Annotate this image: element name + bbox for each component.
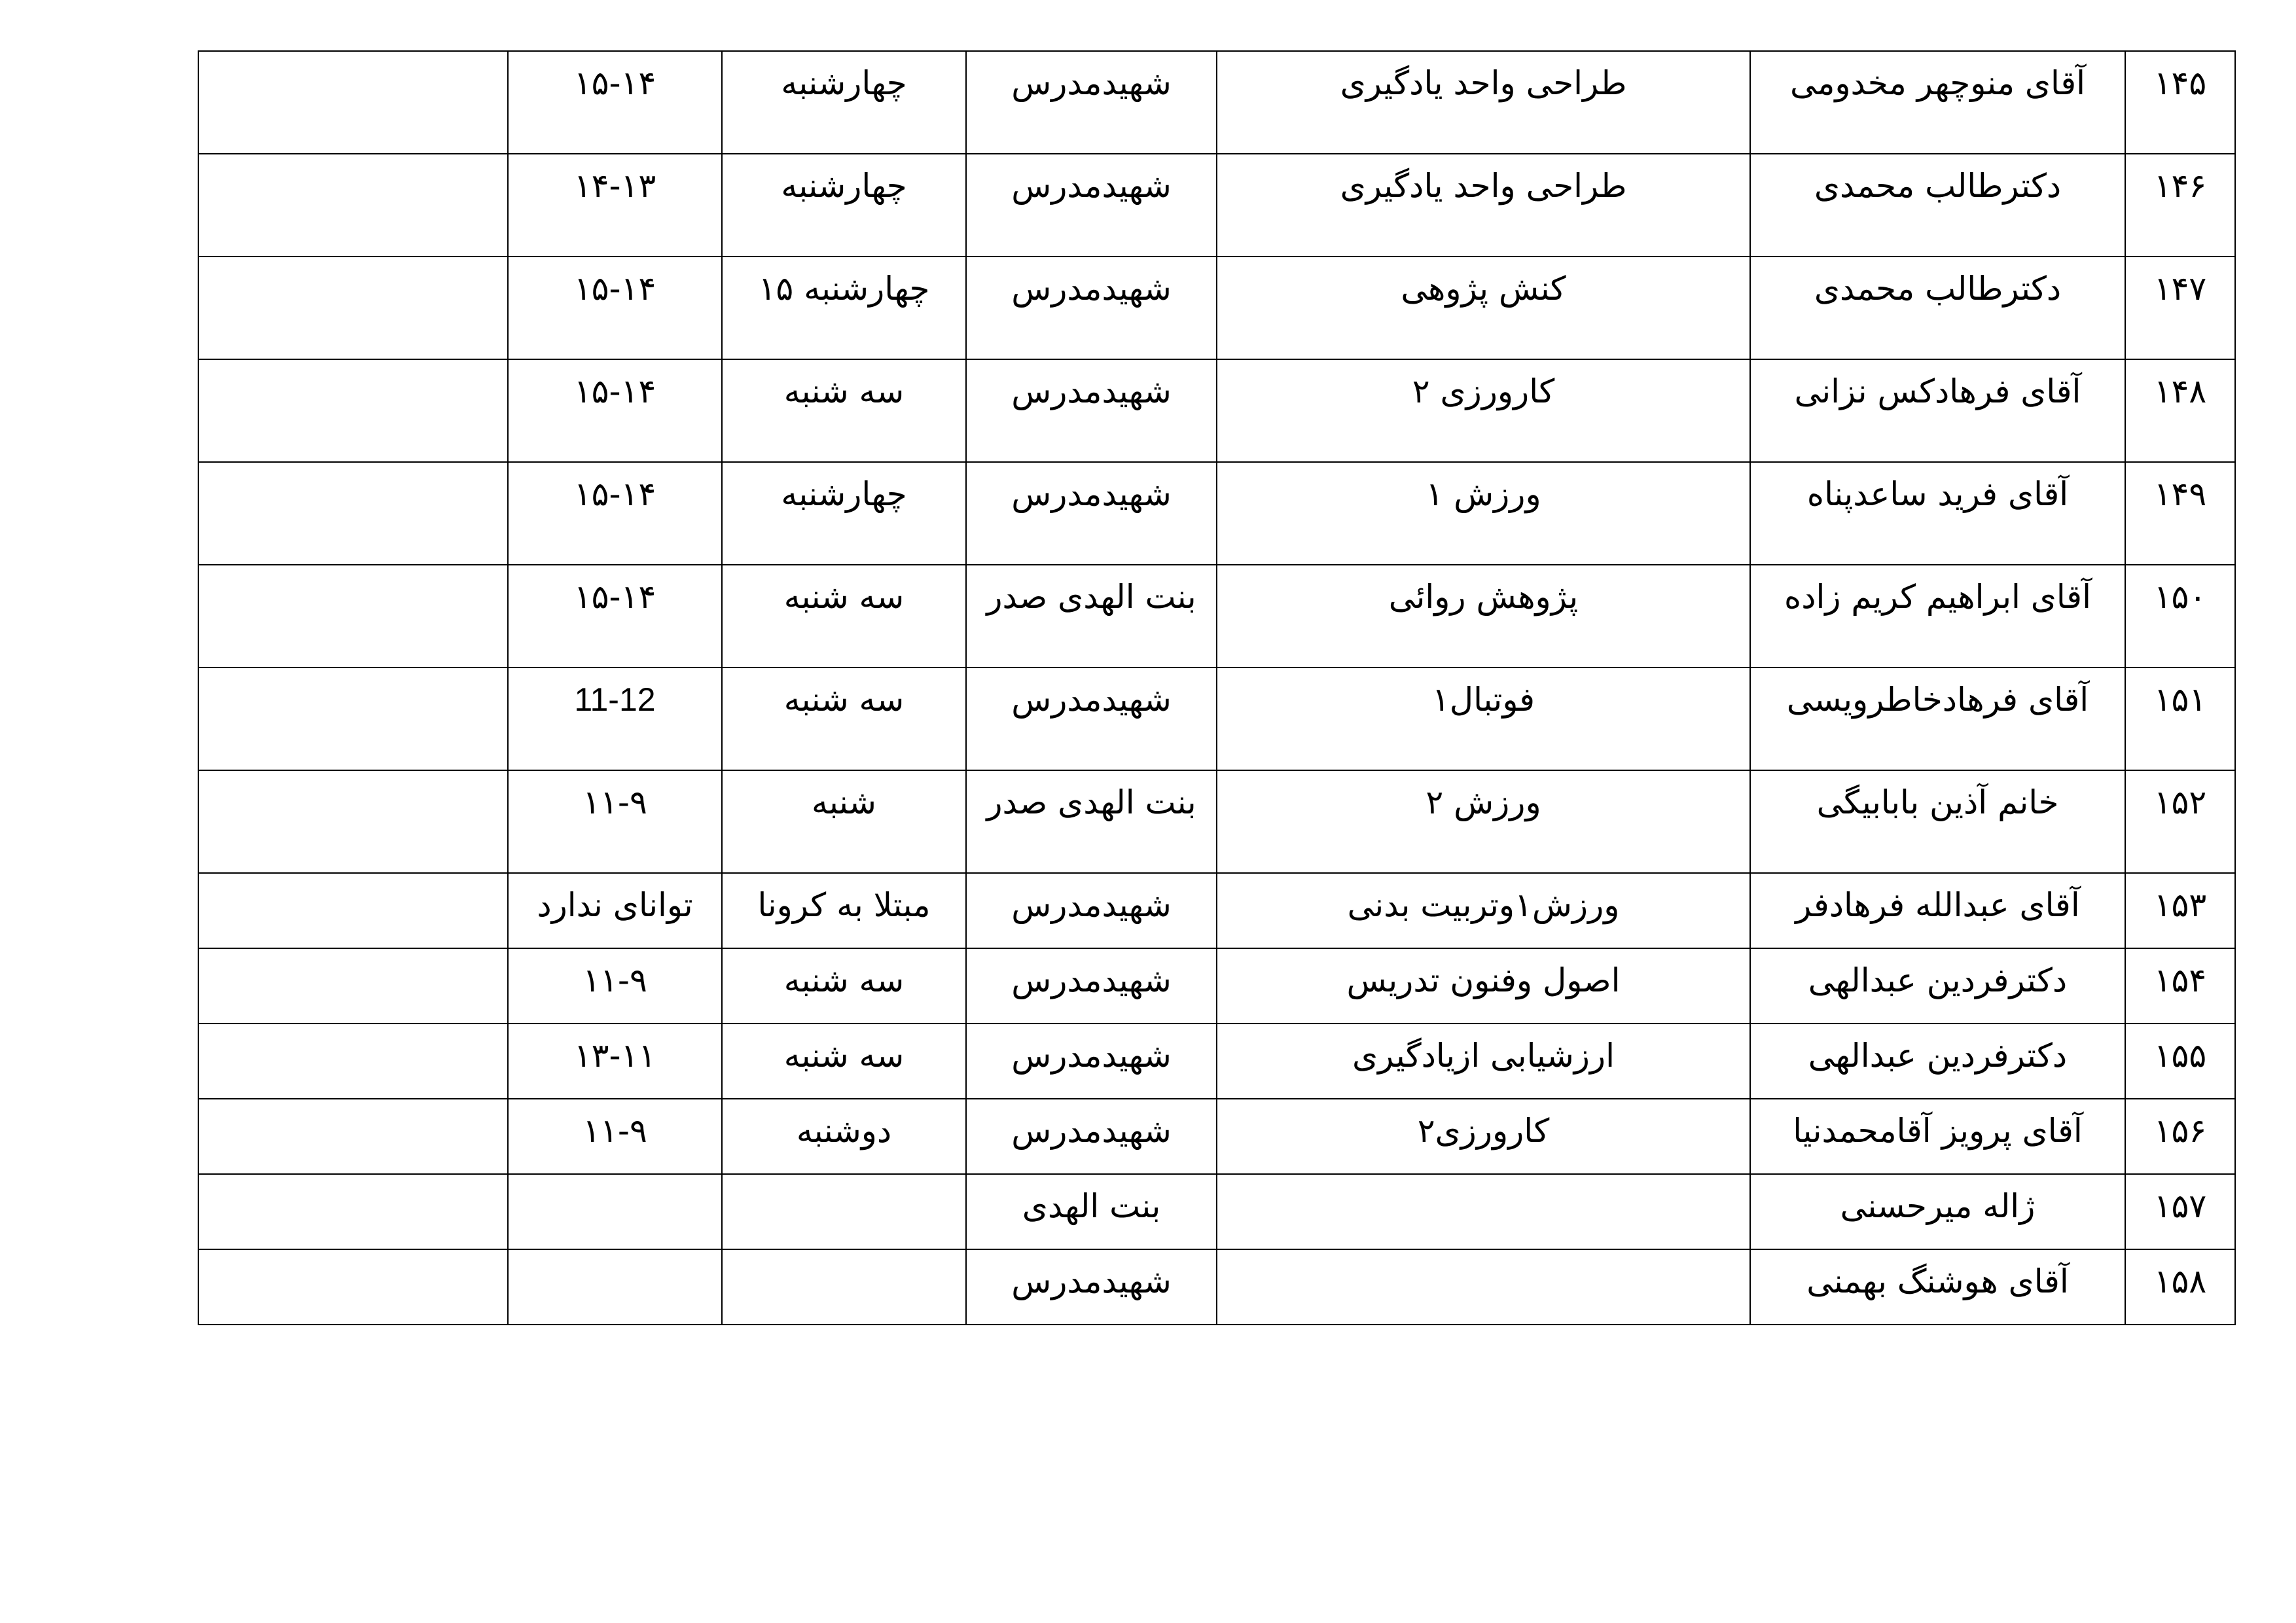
row-number-cell: ۱۴۹ (2125, 462, 2235, 565)
day-cell: سه شنبه (722, 948, 966, 1024)
time-cell: 11-12 (508, 668, 722, 770)
day-cell (722, 1174, 966, 1249)
day-cell (722, 1249, 966, 1325)
day-cell: دوشنبه (722, 1099, 966, 1174)
time-cell: ۱۱-۹ (508, 770, 722, 873)
name-cell: خانم آذین بابابیگی (1750, 770, 2125, 873)
table-row (198, 1174, 2235, 1249)
table-row (198, 668, 2235, 770)
note-cell (198, 1174, 508, 1249)
table-row (198, 1024, 2235, 1099)
table-row (198, 462, 2235, 565)
note-cell (198, 565, 508, 668)
note-cell (198, 948, 508, 1024)
course-cell: ورزش ۱ (1217, 462, 1750, 565)
name-cell: آقای هوشنگ بهمنی (1750, 1249, 2125, 1325)
time-cell: ۱۵-۱۴ (508, 462, 722, 565)
name-cell: آقای فرهادخاطرویسی (1750, 668, 2125, 770)
location-cell: بنت الهدی صدر (966, 770, 1217, 873)
day-cell: چهارشنبه (722, 154, 966, 257)
time-cell: ۱۴-۱۳ (508, 154, 722, 257)
name-cell: دکترطالب محمدی (1750, 257, 2125, 359)
table-row (198, 873, 2235, 948)
name-cell: آقای فرهادکس نزانی (1750, 359, 2125, 462)
day-cell: شنبه (722, 770, 966, 873)
row-number-cell: ۱۵۲ (2125, 770, 2235, 873)
day-cell: سه شنبه (722, 668, 966, 770)
course-cell: فوتبال۱ (1217, 668, 1750, 770)
table-row (198, 565, 2235, 668)
table-row (198, 770, 2235, 873)
note-cell (198, 1249, 508, 1325)
row-number-cell: ۱۴۸ (2125, 359, 2235, 462)
time-cell: ۱۵-۱۴ (508, 51, 722, 154)
course-cell (1217, 1174, 1750, 1249)
note-cell (198, 873, 508, 948)
row-number-cell: ۱۵۶ (2125, 1099, 2235, 1174)
table-row (198, 948, 2235, 1024)
table-row (198, 1099, 2235, 1174)
row-number-cell: ۱۵۵ (2125, 1024, 2235, 1099)
course-cell: اصول وفنون تدریس (1217, 948, 1750, 1024)
day-cell: چهارشنبه (722, 51, 966, 154)
location-cell: شهیدمدرس (966, 1099, 1217, 1174)
location-cell: شهیدمدرس (966, 948, 1217, 1024)
location-cell: شهیدمدرس (966, 873, 1217, 948)
course-cell: طراحی واحد یادگیری (1217, 51, 1750, 154)
day-cell: چهارشنبه ۱۵ (722, 257, 966, 359)
time-cell (508, 1174, 722, 1249)
table-row (198, 359, 2235, 462)
row-number-cell: ۱۵۴ (2125, 948, 2235, 1024)
day-cell: سه شنبه (722, 1024, 966, 1099)
name-cell: آقای عبدالله فرهادفر (1750, 873, 2125, 948)
table-row (198, 1249, 2235, 1325)
note-cell (198, 154, 508, 257)
name-cell: آقای منوچهر مخدومی (1750, 51, 2125, 154)
time-cell: ۱۱-۹ (508, 1099, 722, 1174)
day-cell: چهارشنبه (722, 462, 966, 565)
row-number-cell: ۱۴۵ (2125, 51, 2235, 154)
location-cell: شهیدمدرس (966, 1249, 1217, 1325)
location-cell: شهیدمدرس (966, 668, 1217, 770)
location-cell: بنت الهدی صدر (966, 565, 1217, 668)
location-cell: شهیدمدرس (966, 51, 1217, 154)
location-cell: شهیدمدرس (966, 1024, 1217, 1099)
course-cell: کارورزی ۲ (1217, 359, 1750, 462)
table-row (198, 257, 2235, 359)
row-number-cell: ۱۵۰ (2125, 565, 2235, 668)
time-cell: ۱۵-۱۴ (508, 257, 722, 359)
course-cell: پژوهش روائی (1217, 565, 1750, 668)
course-cell (1217, 1249, 1750, 1325)
note-cell (198, 359, 508, 462)
course-cell: طراحی واحد یادگیری (1217, 154, 1750, 257)
row-number-cell: ۱۴۷ (2125, 257, 2235, 359)
time-cell: ۱۵-۱۴ (508, 565, 722, 668)
day-cell: سه شنبه (722, 359, 966, 462)
row-number-cell: ۱۵۳ (2125, 873, 2235, 948)
row-number-cell: ۱۵۱ (2125, 668, 2235, 770)
course-cell: کنش پژوهی (1217, 257, 1750, 359)
name-cell: دکترطالب محمدی (1750, 154, 2125, 257)
schedule-body (198, 51, 2235, 1325)
course-cell: ارزشیابی ازیادگیری (1217, 1024, 1750, 1099)
course-cell: ورزش ۲ (1217, 770, 1750, 873)
name-cell: ژاله میرحسنی (1750, 1174, 2125, 1249)
day-cell: مبتلا به کرونا (722, 873, 966, 948)
row-number-cell: ۱۵۷ (2125, 1174, 2235, 1249)
name-cell: آقای فرید ساعدپناه (1750, 462, 2125, 565)
name-cell: آقای پرویز آقامحمدنیا (1750, 1099, 2125, 1174)
time-cell: توانای ندارد (508, 873, 722, 948)
note-cell (198, 1099, 508, 1174)
day-cell: سه شنبه (722, 565, 966, 668)
schedule-table (198, 50, 2236, 1325)
note-cell (198, 770, 508, 873)
location-cell: شهیدمدرس (966, 359, 1217, 462)
table-row (198, 154, 2235, 257)
location-cell: شهیدمدرس (966, 154, 1217, 257)
note-cell (198, 51, 508, 154)
name-cell: دکترفردین عبدالهی (1750, 1024, 2125, 1099)
time-cell: ۱۵-۱۴ (508, 359, 722, 462)
course-cell: کارورزی۲ (1217, 1099, 1750, 1174)
table-row (198, 51, 2235, 154)
note-cell (198, 668, 508, 770)
name-cell: دکترفردین عبدالهی (1750, 948, 2125, 1024)
location-cell: شهیدمدرس (966, 462, 1217, 565)
course-cell: ورزش۱وتربیت بدنی (1217, 873, 1750, 948)
note-cell (198, 257, 508, 359)
note-cell (198, 462, 508, 565)
location-cell: بنت الهدی (966, 1174, 1217, 1249)
name-cell: آقای ابراهیم کریم زاده (1750, 565, 2125, 668)
time-cell: ۱۱-۹ (508, 948, 722, 1024)
time-cell (508, 1249, 722, 1325)
note-cell (198, 1024, 508, 1099)
row-number-cell: ۱۴۶ (2125, 154, 2235, 257)
row-number-cell: ۱۵۸ (2125, 1249, 2235, 1325)
location-cell: شهیدمدرس (966, 257, 1217, 359)
time-cell: ۱۳-۱۱ (508, 1024, 722, 1099)
